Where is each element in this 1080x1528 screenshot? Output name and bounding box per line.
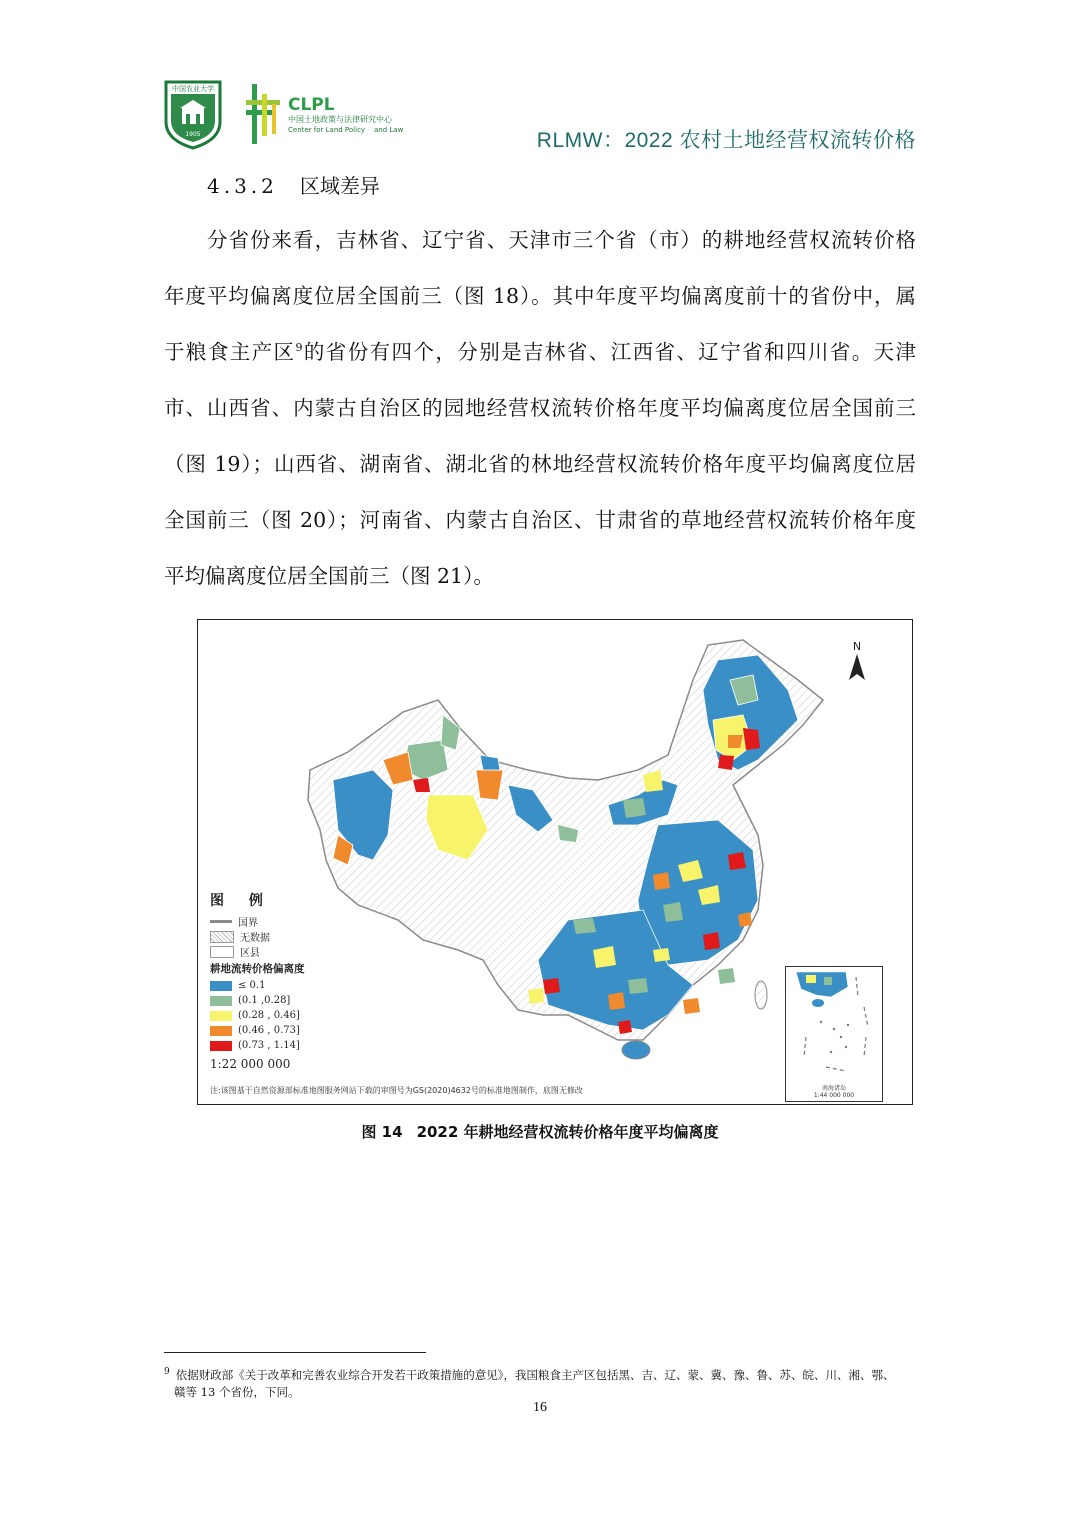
north-label: N	[852, 640, 862, 653]
legend-class: (0.1 ,0.28]	[210, 993, 340, 1008]
header-logos	[162, 78, 422, 150]
legend-class: (0.46 , 0.73]	[210, 1023, 340, 1038]
cau-logo-icon	[162, 78, 422, 150]
map-note: 注:该图基于自然资源部标准地图服务网站下载的审图号为GS(2020)4632号的标准地图制作，底图无修改	[210, 1086, 583, 1095]
page-number: 16	[533, 1400, 547, 1415]
footnote-ref[interactable]: 9	[295, 341, 303, 355]
svg-text:中国土地政策与法律研究中心: 中国土地政策与法律研究中心	[288, 115, 392, 124]
legend-subtitle: 耕地流转价格偏离度	[210, 963, 305, 975]
inset-label: 南海诸岛 1:44 000 000	[813, 1085, 855, 1099]
svg-text:中国农业大学: 中国农业大学	[172, 85, 214, 93]
class-swatch-icon	[210, 981, 232, 991]
svg-text:1905: 1905	[185, 131, 201, 138]
legend-title: 图 例	[210, 893, 273, 909]
south-china-sea-inset	[785, 966, 883, 1102]
legend-item: 国界	[210, 914, 340, 929]
paragraph-line: （图 19）；山西省、湖南省、湖北省的林地经营权流转价格年度平均偏离度位居	[164, 452, 916, 476]
svg-text:CLPL: CLPL	[288, 95, 335, 115]
paragraph-line: 市、山西省、内蒙古自治区的园地经营权流转价格年度平均偏离度位居全国前三	[164, 396, 916, 420]
legend-class: ≤ 0.1	[210, 978, 340, 993]
map-figure	[197, 619, 913, 1105]
legend-class: (0.73 , 1.14]	[210, 1038, 340, 1053]
paragraph-line: 年度平均偏离度位居全国前三（图 18）。其中年度平均偏离度前十的省份中，属	[164, 284, 916, 308]
map-legend	[210, 890, 340, 1071]
section-number: 4.3.2	[207, 174, 278, 198]
footnote-text: 依据财政部《关于改革和完善农业综合开发若干政策措施的意见》，我国粮食主产区包括黑、吉、辽、蒙、冀、豫、鲁、苏、皖、川、湘、鄂、	[175, 1367, 895, 1382]
legend-class: (0.28 , 0.46]	[210, 1008, 340, 1023]
footnote-number: 9	[164, 1367, 170, 1377]
legend-item: 无数据	[210, 929, 340, 944]
section-title: 区域差异	[299, 174, 380, 198]
class-swatch-icon	[210, 1026, 232, 1036]
figure-caption	[0, 1121, 1080, 1142]
border-line-icon	[210, 920, 232, 923]
paragraph-line: 全国前三（图 20）；河南省、内蒙古自治区、甘肃省的草地经营权流转价格年度	[164, 508, 916, 532]
figure-number: 图 14	[361, 1123, 403, 1141]
legend-item: 区县	[210, 944, 340, 959]
svg-text:and Law: and Law	[374, 126, 404, 134]
hatch-swatch-icon	[210, 931, 234, 943]
inset-map-icon	[786, 967, 882, 1085]
section-heading	[207, 170, 380, 199]
paragraph-line: 平均偏离度位居全国前三（图 21）。	[164, 564, 494, 588]
paragraph-line: 分省份来看，吉林省、辽宁省、天津市三个省（市）的耕地经营权流转价格	[207, 228, 916, 252]
header-title: RLMW：2022 农村土地经营权流转价格	[536, 129, 916, 152]
class-swatch-icon	[210, 996, 232, 1006]
figure-caption-text: 2022 年耕地经营权流转价格年度平均偏离度	[416, 1123, 719, 1141]
svg-text:Center for Land Policy: Center for Land Policy	[288, 126, 366, 134]
footnote	[164, 1364, 916, 1401]
map-scale: 1:22 000 000	[210, 1057, 291, 1071]
footnote-divider	[164, 1352, 426, 1353]
county-swatch-icon	[210, 946, 234, 958]
footnote-text: 赣等 13 个省份，下同。	[174, 1384, 300, 1399]
class-swatch-icon	[210, 1011, 232, 1021]
class-swatch-icon	[210, 1041, 232, 1051]
paragraph-line: 于粮食主产区$^9$的省份有四个，分别是吉林省、江西省、辽宁省和四川省。天津	[164, 340, 917, 364]
